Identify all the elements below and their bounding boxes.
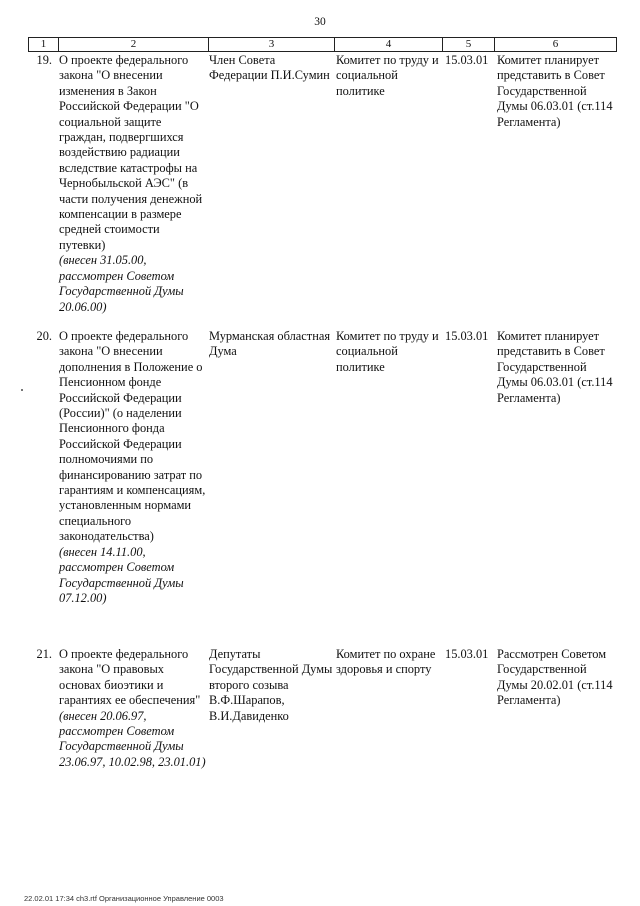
bill-title — [59, 647, 209, 770]
bill-title-text: О проекте федерального закона "О внесении дополнения в Положение о Пенсионном фонде Российской Федерации (России)" (о наделении Пенсионного фонда Российской Федерации полномочиями по финансированию затрат по гарантиям и компенсациям, установленным нормами специального законодательства) — [59, 329, 206, 544]
bill-status: Комитет планирует представить в Совет Государственной Думы 06.03.01 (ст.114 Регламента) — [497, 329, 613, 405]
header-col-5: 5 — [443, 38, 495, 51]
bill-author: Депутаты Государственной Думы второго созыва В.Ф.Шарапов, В.И.Давиденко — [209, 647, 333, 723]
header-col-1: 1 — [29, 38, 59, 51]
row-number: 21. — [36, 647, 52, 661]
bill-date: 15.03.01 — [445, 329, 489, 343]
bill-author: Мурманская областная Дума — [209, 329, 331, 359]
bill-note: (внесен 14.11.00, рассмотрен Советом Государственной Думы 07.12.00) — [59, 544, 184, 605]
bill-title-text: О проекте федерального закона "О правовых основах биоэтики и гарантиях ее обеспечения" — [59, 647, 201, 708]
bill-committee: Комитет по труду и социальной политике — [336, 329, 439, 374]
bill-committee: Комитет по охране здоровья и спорту — [336, 647, 436, 677]
page-footer: 22.02.01 17:34 ch3.rtf Организационное Управление 0003 — [24, 894, 224, 903]
bill-note: (внесен 31.05.00, рассмотрен Советом Государственной Думы 20.06.00) — [59, 253, 184, 314]
bill-note: (внесен 20.06.97, рассмотрен Советом Государственной Думы 23.06.97, 10.02.98, 23.01.01) — [59, 708, 206, 769]
bill-title-text: О проекте федерального закона "О внесении изменения в Закон Российской Федерации "О социальной защите граждан, подвергшихся воздействию радиации вследствие катастрофы на Чернобыльской АЭС" (в части получения денежной компенсации в размере средней стоимости путевки) — [59, 53, 203, 252]
bill-status: Рассмотрен Советом Государственной Думы 20.02.01 (ст.114 Регламента) — [497, 647, 613, 708]
bill-date: 15.03.01 — [445, 53, 489, 67]
bill-title — [59, 329, 209, 606]
header-col-4: 4 — [335, 38, 443, 51]
row-number: 20. — [36, 329, 52, 343]
bill-author: Член Совета Федерации П.И.Сумин — [209, 53, 330, 83]
bill-committee: Комитет по труду и социальной политике — [336, 53, 439, 98]
row-number: 19. — [36, 53, 52, 67]
header-col-3: 3 — [209, 38, 335, 51]
bill-title — [59, 53, 209, 315]
header-col-6: 6 — [552, 38, 559, 50]
header-col-2: 2 — [59, 38, 209, 51]
margin-mark — [21, 389, 23, 391]
bill-date: 15.03.01 — [445, 647, 489, 661]
page-number: 30 — [314, 16, 326, 28]
bill-status: Комитет планирует представить в Совет Государственной Думы 06.03.01 (ст.114 Регламента) — [497, 53, 613, 129]
table-header-row — [28, 37, 617, 52]
